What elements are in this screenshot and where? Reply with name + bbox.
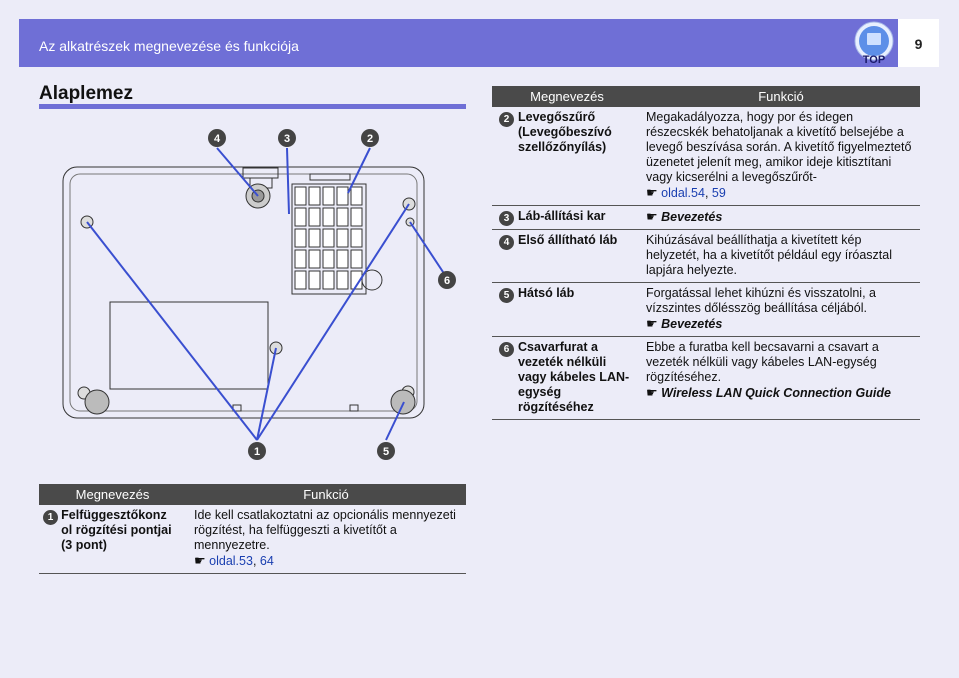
filter-vent-slot — [351, 250, 362, 268]
filter-vent-slot — [337, 187, 348, 205]
filter-vent-slot — [309, 208, 320, 226]
filter-vent-slot — [309, 229, 320, 247]
callout-2: 2 — [366, 133, 374, 145]
callout-6: 6 — [443, 275, 451, 287]
filter-vent-slot — [323, 229, 334, 247]
callout-4: 4 — [213, 133, 221, 145]
doc-link[interactable]: Wireless LAN Quick Connection Guide — [661, 386, 891, 400]
row-number: 4 — [499, 235, 514, 250]
row-number: 5 — [499, 288, 514, 303]
row-function: Ide kell csatlakoztatni az opcionális mennyezeti rögzítést, ha felfüggeszti a kivetítőt a mennyezetre. — [194, 508, 456, 552]
row-name: Első állítható láb — [518, 230, 642, 283]
table-row: 1 Felfüggesztőkonz ol rögzítési pontjai (3 pont) Ide kell csatlakoztatni az opcionális mennyezeti rögzítést, ha felfüggeszti a kivetítőt a mennyezetre. ☛ oldal.53, 64 — [39, 505, 466, 574]
filter-vent-slot — [295, 271, 306, 289]
row-name: Felfüggesztőkonz ol rögzítési pontjai (3 pont) — [61, 505, 186, 574]
filter-vent-slot — [295, 250, 306, 268]
table-row — [492, 230, 920, 283]
parts-table-right — [492, 86, 920, 420]
doc-link[interactable]: Bevezetés — [661, 317, 723, 331]
hand-icon: ☛ — [194, 553, 206, 568]
filter-vent-slot — [351, 229, 362, 247]
projector-outline — [63, 167, 424, 418]
callout-5: 5 — [382, 446, 390, 458]
row-function: Forgatással lehet kihúzni és visszatolni, a vízszintes dőlésszög beállítása céljából. — [646, 286, 876, 315]
filter-vent-slot — [351, 208, 362, 226]
col-header-function: Funkció — [186, 484, 466, 505]
col-header-name: Megnevezés — [39, 484, 186, 505]
page-link[interactable]: 59 — [711, 186, 726, 200]
hand-icon: ☛ — [646, 385, 658, 400]
row-function: Megakadályozza, hogy por és idegen részecskék behatoljanak a kivetítő belsejébe a levegő beszívása során. A kivetítő figyelmeztető üzenetet jelenít meg, amikor ideje kitisztítani vagy kicserélni a levegőszűrőt- — [646, 110, 912, 184]
table-row — [492, 206, 920, 230]
row-number: 6 — [499, 342, 514, 357]
filter-vent-slot — [323, 250, 334, 268]
filter-vent-slot — [309, 250, 320, 268]
col-header-name: Megnevezés — [492, 86, 642, 107]
page-link[interactable]: oldal.53 — [209, 554, 253, 568]
row-number: 1 — [43, 510, 58, 525]
page-link[interactable]: oldal.54 — [661, 186, 705, 200]
row-function: Kihúzásával beállíthatja a kivetített kép helyzetét, ha a kivetítőt például egy íróasztal lapjára helyezte. — [642, 230, 920, 283]
hand-icon: ☛ — [646, 316, 658, 331]
filter-vent-slot — [351, 187, 362, 205]
section-title: Alaplemez — [39, 83, 133, 104]
filter-vent-slot — [295, 208, 306, 226]
row-name: Láb-állítási kar — [518, 206, 642, 230]
table-row — [492, 283, 920, 337]
filter-vent-slot — [337, 208, 348, 226]
top-nav-icon[interactable] — [852, 19, 896, 67]
row-number: 3 — [499, 211, 514, 226]
filter-vent-slot — [309, 187, 320, 205]
filter-vent-slot — [323, 271, 334, 289]
top-label: TOP — [862, 54, 886, 66]
row-name: Hátsó láb — [518, 283, 642, 337]
table-row — [492, 337, 920, 420]
row-name: Csavarfurat a vezeték nélküli vagy kábeles LAN-egység rögzítéséhez — [518, 337, 642, 420]
hand-icon: ☛ — [646, 185, 658, 200]
callout-3: 3 — [283, 133, 291, 145]
doc-link[interactable]: Bevezetés — [661, 210, 723, 224]
row-function: Ebbe a furatba kell becsavarni a csavart a vezeték nélküli vagy kábeles LAN-egység rögzítéséhez. — [646, 340, 879, 384]
projector-bottom-diagram — [0, 0, 490, 470]
parts-table-bottom — [39, 484, 466, 574]
page-link[interactable]: 64 — [259, 554, 274, 568]
row-name: Levegőszűrő (Levegőbeszívó szellőzőnyílás) — [518, 107, 642, 206]
hand-icon: ☛ — [646, 209, 658, 224]
row-number: 2 — [499, 112, 514, 127]
filter-vent-slot — [337, 229, 348, 247]
col-header-function: Funkció — [642, 86, 920, 107]
filter-vent-slot — [323, 208, 334, 226]
filter-vent-slot — [309, 271, 320, 289]
filter-vent-slot — [337, 250, 348, 268]
filter-vent-slot — [337, 271, 348, 289]
filter-vent-slot — [295, 187, 306, 205]
page-number-box — [898, 19, 939, 67]
page-number: 9 — [914, 36, 923, 52]
header-title: Az alkatrészek megnevezése és funkciója — [39, 38, 299, 54]
filter-vent-slot — [295, 229, 306, 247]
rear-foot-left — [85, 390, 109, 414]
callout-1: 1 — [253, 446, 261, 458]
lamp-cover — [110, 302, 268, 389]
table-row: 2 Levegőszűrő (Levegőbeszívó szellőzőnyílás) Megakadályozza, hogy por és idegen részecskék behatoljanak a kivetítő belsejébe a levegő beszívása során. A kivetítő figyelmeztető üzenetet jelenít meg, amikor ideje kitisztítani vagy kicserélni a levegőszűrőt- ☛ oldal.54, 59 — [492, 107, 920, 206]
filter-vent-slot — [323, 187, 334, 205]
